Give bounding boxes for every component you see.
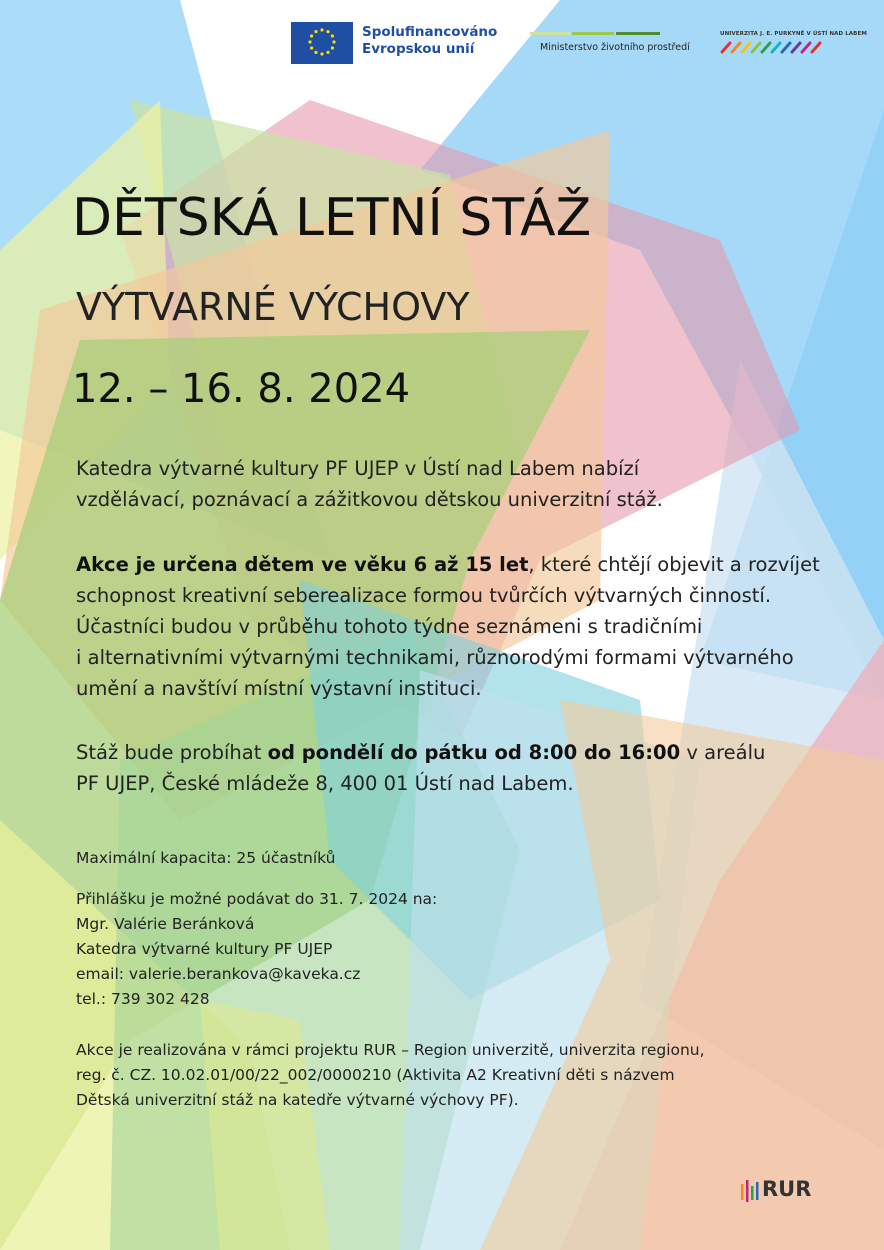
target-line-5: umění a navštíví místní výstavní instituci. xyxy=(76,677,482,700)
target-line-1 xyxy=(76,549,866,580)
schedule-line-2: PF UJEP, České mládeže 8, 400 01 Ústí nad Labem. xyxy=(76,772,574,795)
schedule-bold: od pondělí do pátku od 8:00 do 16:00 xyxy=(267,741,681,764)
eu-logo-line1: Spolufinancováno xyxy=(362,24,498,40)
schedule-suffix: v areálu xyxy=(680,741,766,764)
rur-logo-text: RUR xyxy=(762,1177,812,1201)
application-contact-name: Mgr. Valérie Beránková xyxy=(76,915,255,933)
schedule-line-1 xyxy=(76,737,866,768)
target-line-3: Účastníci budou v průběhu tohoto týdne seznámeni s tradičními xyxy=(76,615,703,638)
university-logo-stripes-icon xyxy=(720,40,826,54)
university-logo-text: UNIVERZITA J. E. PURKYNĚ V ÚSTÍ NAD LABEM xyxy=(720,31,867,37)
event-dates: 12. – 16. 8. 2024 xyxy=(72,366,411,412)
schedule-paragraph xyxy=(76,737,866,799)
application-department: Katedra výtvarné kultury PF UJEP xyxy=(76,940,333,958)
page-subtitle: VÝTVARNÉ VÝCHOVY xyxy=(76,285,470,329)
target-line-4: i alternativními výtvarnými technikami, různorodými formami výtvarného xyxy=(76,646,794,669)
ministry-logo-bars-icon xyxy=(530,32,660,37)
project-line-3: Dětská univerzitní stáž na katedře výtvarné výchovy PF). xyxy=(76,1091,519,1109)
ministry-logo-text: Ministerstvo životního prostředí xyxy=(540,42,690,53)
schedule-prefix: Stáž bude probíhat xyxy=(76,741,268,764)
project-line-1: Akce je realizována v rámci projektu RUR – Region univerzitě, univerzita regionu, xyxy=(76,1041,705,1059)
application-phone[interactable]: tel.: 739 302 428 xyxy=(76,990,210,1008)
capacity-text: Maximální kapacita: 25 účastníků xyxy=(76,849,336,867)
target-age-bold: Akce je určena dětem ve věku 6 až 15 let xyxy=(76,553,529,576)
project-line-2: reg. č. CZ. 10.02.01/00/22_002/0000210 (Aktivita A2 Kreativní děti s názvem xyxy=(76,1066,675,1084)
target-paragraph xyxy=(76,549,866,704)
eu-logo-text xyxy=(362,24,497,58)
target-line-1-rest: , které chtějí objevit a rozvíjet xyxy=(528,553,820,576)
page-title: DĚTSKÁ LETNÍ STÁŽ xyxy=(72,188,592,248)
intro-line-2: vzdělávací, poznávací a zážitkovou dětskou univerzitní stáž. xyxy=(76,488,663,511)
intro-line-1: Katedra výtvarné kultury PF UJEP v Ústí nad Labem nabízí xyxy=(76,457,640,480)
application-email[interactable]: email: valerie.berankova@kaveka.cz xyxy=(76,965,361,983)
intro-paragraph xyxy=(76,453,866,515)
eu-logo-line2: Evropskou unií xyxy=(362,41,475,57)
target-line-2: schopnost kreativní seberealizace formou tvůrčích výtvarných činností. xyxy=(76,584,772,607)
application-deadline: Přihlášku je možné podávat do 31. 7. 2024 na: xyxy=(76,890,438,908)
project-block xyxy=(76,1038,836,1113)
application-block xyxy=(76,887,836,1012)
eu-flag-icon xyxy=(291,22,353,64)
rur-logo-icon xyxy=(740,1178,760,1204)
